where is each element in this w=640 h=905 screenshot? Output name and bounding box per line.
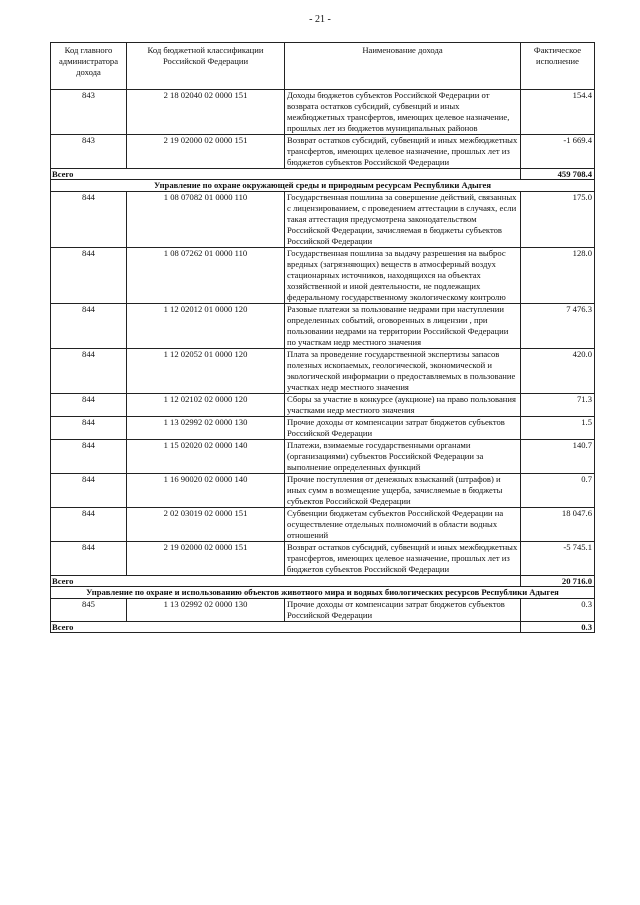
income-name-cell: Разовые платежи за пользование недрами при наступлении определенных событий, оговоренных в лицензии , при пользовании недрами на территории Российской Федерации по участкам недр местного значения bbox=[285, 304, 521, 349]
admin-code-cell: 844 bbox=[51, 417, 127, 440]
income-name-cell: Прочие поступления от денежных взысканий (штрафов) и иных сумм в возмещение ущерба, зачисляемые в бюджеты субъектов Российской Федерации bbox=[285, 474, 521, 508]
admin-code-cell: 844 bbox=[51, 474, 127, 508]
table-row bbox=[51, 248, 595, 304]
actual-value-cell: 7 476.3 bbox=[521, 304, 595, 349]
section-title-row bbox=[51, 587, 595, 599]
kbk-cell: 2 18 02040 02 0000 151 bbox=[127, 90, 285, 135]
table-row bbox=[51, 508, 595, 542]
total-value: 459 708.4 bbox=[521, 169, 595, 180]
section-title: Управление по охране окружающей среды и природным ресурсам Республики Адыгея bbox=[51, 180, 595, 192]
actual-value-cell: 1.5 bbox=[521, 417, 595, 440]
table-row bbox=[51, 599, 595, 622]
admin-code-cell: 844 bbox=[51, 542, 127, 576]
admin-code-cell: 845 bbox=[51, 599, 127, 622]
table-body bbox=[51, 90, 595, 633]
income-name-cell: Возврат остатков субсидий, субвенций и иных межбюджетных трансфертов, имеющих целевое назначение, прошлых лет из бюджетов субъектов Российской Федерации bbox=[285, 135, 521, 169]
actual-value-cell: -1 669.4 bbox=[521, 135, 595, 169]
admin-code-cell: 844 bbox=[51, 394, 127, 417]
admin-code-cell: 844 bbox=[51, 192, 127, 248]
kbk-cell: 1 15 02020 02 0000 140 bbox=[127, 440, 285, 474]
kbk-cell: 1 12 02052 01 0000 120 bbox=[127, 349, 285, 394]
kbk-cell: 1 08 07082 01 0000 110 bbox=[127, 192, 285, 248]
admin-code-cell: 844 bbox=[51, 304, 127, 349]
total-label: Всего bbox=[51, 169, 521, 180]
kbk-cell: 1 12 02102 02 0000 120 bbox=[127, 394, 285, 417]
actual-value-cell: 18 047.6 bbox=[521, 508, 595, 542]
admin-code-cell: 843 bbox=[51, 90, 127, 135]
income-name-cell: Сборы за участие в конкурсе (аукционе) на право пользования участками недр местного значения bbox=[285, 394, 521, 417]
kbk-cell: 2 19 02000 02 0000 151 bbox=[127, 542, 285, 576]
header-admin-code: Код главного администратора дохода bbox=[51, 43, 127, 90]
actual-value-cell: 0.7 bbox=[521, 474, 595, 508]
income-name-cell: Доходы бюджетов субъектов Российской Федерации от возврата остатков субсидий, субвенций и иных межбюджетных трансфертов, имеющих целевое назначение, прошлых лет из бюджетов муниципальных районов bbox=[285, 90, 521, 135]
actual-value-cell: 140.7 bbox=[521, 440, 595, 474]
income-name-cell: Субвенции бюджетам субъектов Российской Федерации на осуществление отдельных полномочий в области водных отношений bbox=[285, 508, 521, 542]
actual-value-cell: -5 745.1 bbox=[521, 542, 595, 576]
total-value: 0.3 bbox=[521, 622, 595, 633]
actual-value-cell: 420.0 bbox=[521, 349, 595, 394]
income-name-cell: Платежи, взимаемые государственными органами (организациями) субъектов Российской Федерации за выполнение определенных функций bbox=[285, 440, 521, 474]
kbk-cell: 1 12 02012 01 0000 120 bbox=[127, 304, 285, 349]
table-row bbox=[51, 349, 595, 394]
table-row bbox=[51, 417, 595, 440]
total-value: 20 716.0 bbox=[521, 576, 595, 587]
total-row bbox=[51, 576, 595, 587]
kbk-cell: 1 13 02992 02 0000 130 bbox=[127, 417, 285, 440]
actual-value-cell: 128.0 bbox=[521, 248, 595, 304]
kbk-cell: 2 02 03019 02 0000 151 bbox=[127, 508, 285, 542]
income-name-cell: Прочие доходы от компенсации затрат бюджетов субъектов Российской Федерации bbox=[285, 599, 521, 622]
actual-value-cell: 71.3 bbox=[521, 394, 595, 417]
kbk-cell: 1 16 90020 02 0000 140 bbox=[127, 474, 285, 508]
kbk-cell: 1 13 02992 02 0000 130 bbox=[127, 599, 285, 622]
table-row bbox=[51, 474, 595, 508]
admin-code-cell: 844 bbox=[51, 440, 127, 474]
header-kbk: Код бюджетной классификации Российской Федерации bbox=[127, 43, 285, 90]
actual-value-cell: 175.0 bbox=[521, 192, 595, 248]
header-name: Наименование дохода bbox=[285, 43, 521, 90]
section-title-row bbox=[51, 180, 595, 192]
header-actual: Фактическое исполнение bbox=[521, 43, 595, 90]
revenue-table bbox=[50, 42, 595, 633]
total-label: Всего bbox=[51, 576, 521, 587]
table-row bbox=[51, 304, 595, 349]
table-row bbox=[51, 542, 595, 576]
table-row bbox=[51, 440, 595, 474]
admin-code-cell: 843 bbox=[51, 135, 127, 169]
total-label: Всего bbox=[51, 622, 521, 633]
total-row bbox=[51, 622, 595, 633]
actual-value-cell: 154.4 bbox=[521, 90, 595, 135]
income-name-cell: Государственная пошлина за выдачу разрешения на выброс вредных (загрязняющих) веществ в атмосферный воздух стационарных источников, находящихся на объектах хозяйственной и иной деятельности, не подлежащих федеральному государственному экологическому контролю bbox=[285, 248, 521, 304]
admin-code-cell: 844 bbox=[51, 508, 127, 542]
kbk-cell: 2 19 02000 02 0000 151 bbox=[127, 135, 285, 169]
actual-value-cell: 0.3 bbox=[521, 599, 595, 622]
section-title: Управление по охране и использованию объектов животного мира и водных биологических ресурсов Республики Адыгея bbox=[51, 587, 595, 599]
total-row bbox=[51, 169, 595, 180]
kbk-cell: 1 08 07262 01 0000 110 bbox=[127, 248, 285, 304]
table-header-row bbox=[51, 43, 595, 90]
income-name-cell: Прочие доходы от компенсации затрат бюджетов субъектов Российской Федерации bbox=[285, 417, 521, 440]
admin-code-cell: 844 bbox=[51, 349, 127, 394]
page-number: - 21 - bbox=[309, 14, 331, 25]
income-name-cell: Государственная пошлина за совершение действий, связанных с лицензированием, с проведением аттестации в случаях, если такая аттестация предусмотрена законодательством Российской Федерации, зачисляемая в бюджеты субъектов Российской Федерации bbox=[285, 192, 521, 248]
table-row bbox=[51, 192, 595, 248]
table-row bbox=[51, 90, 595, 135]
table-row bbox=[51, 135, 595, 169]
admin-code-cell: 844 bbox=[51, 248, 127, 304]
income-name-cell: Плата за проведение государственной экспертизы запасов полезных ископаемых, геологической, экономической и экологической информации о предоставляемых в пользование участках недр местного значения bbox=[285, 349, 521, 394]
table-row bbox=[51, 394, 595, 417]
income-name-cell: Возврат остатков субсидий, субвенций и иных межбюджетных трансфертов, имеющих целевое назначение, прошлых лет из бюджетов субъектов Российской Федерации bbox=[285, 542, 521, 576]
